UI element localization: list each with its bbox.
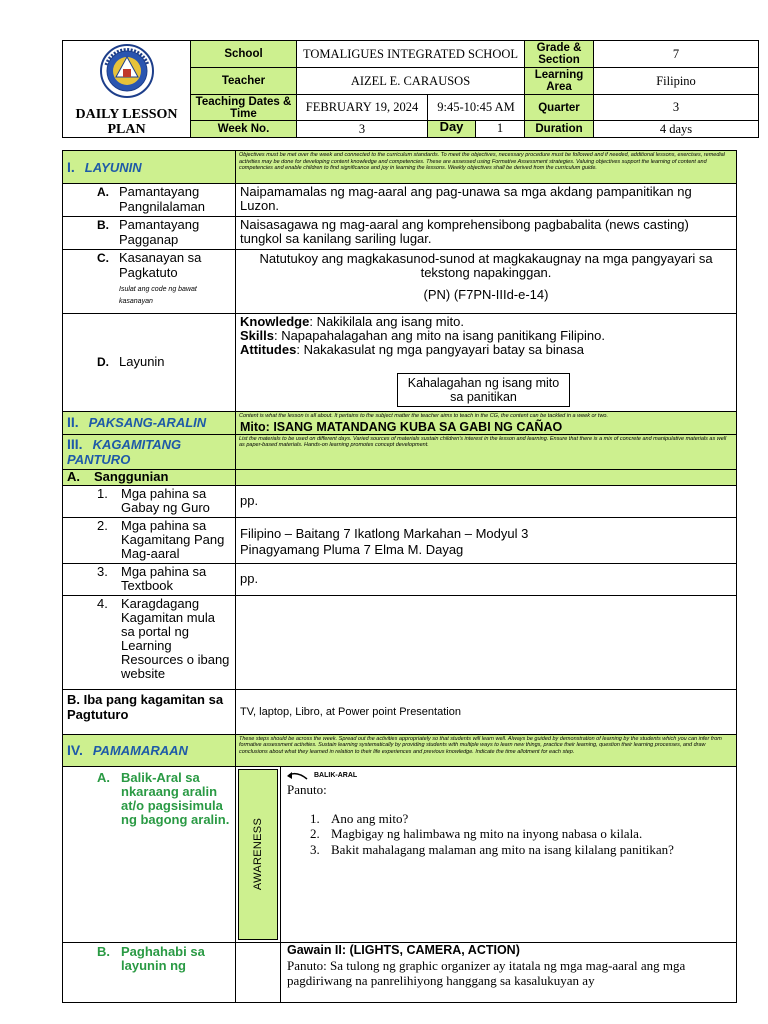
- pamamaraan-heading: IV. PAMAMARAAN: [63, 734, 236, 766]
- teacher-value: AIZEL E. CARAUSOS: [297, 68, 525, 95]
- textbook-value: pp.: [236, 563, 737, 595]
- paghahabi-label: B. Paghahabi sa layunin ng: [63, 942, 236, 1002]
- gawain-panuto: Panuto: Sa tulong ng graphic organizer ay itatala ng mga mag-aaral ang mga pagdiriwang na panrelihiyong hanggang sa kasalukuyan ay: [287, 957, 686, 988]
- question-item: 1. Ano ang mito?: [310, 810, 409, 826]
- pagganap-value: Naisasagawa ng mag-aaral ang komprehensibong pagbabalita (news casting) tungkol sa kanilang sariling lugar.: [236, 217, 737, 250]
- knowledge-line: Knowledge: Nakikilala ang isang mito.: [240, 314, 464, 329]
- skills-line: Skills: Napapahalagahan ang mito na isang panitikang Filipino.: [240, 328, 605, 343]
- pangnilalaman-label: A. Pamantayang Pangnilalaman: [63, 184, 236, 217]
- paksa-title: Mito: ISANG MATANDANG KUBA SA GABI NG CAÑAO: [240, 419, 563, 434]
- school-label: School: [191, 41, 297, 68]
- iba-value: TV, laptop, Libro, at Power point Presentation: [236, 689, 737, 734]
- quarter-label: Quarter: [525, 95, 594, 121]
- header-table: [62, 40, 759, 138]
- dates-label: Teaching Dates & Time: [191, 95, 297, 121]
- paksa-heading: II. PAKSANG-ARALIN: [63, 412, 236, 435]
- awareness-label: AWARENESS: [252, 817, 264, 891]
- logo-cell: [63, 41, 191, 138]
- question-item: 2. Magbigay ng halimbawa ng mito na inyong nabasa o kilala.: [310, 826, 643, 841]
- pangnilalaman-value: Naipamamalas ng mag-aaral ang pag-unawa sa mga akdang pampanitikan ng Luzon.: [236, 184, 737, 217]
- lesson-table: [62, 150, 737, 1003]
- karagdagang-label: 4. Karagdagang Kagamitan mula sa portal ng Learning Resources o ibang website: [63, 595, 236, 689]
- gabay-value: pp.: [236, 485, 737, 517]
- balik-aral-content: [281, 766, 737, 942]
- pagganap-label: B. Pamantayang Pagganap: [63, 217, 236, 250]
- attitudes-line: Attitudes: Nakakasulat ng mga pangyayari batay sa binasa: [240, 342, 584, 357]
- kagamitan-heading: III. KAGAMITANG PANTURO: [63, 434, 236, 469]
- sanggunian-fill: [236, 469, 737, 485]
- teacher-label: Teacher: [191, 68, 297, 95]
- kasanayan-text: Natutukoy ang magkakasunod-sunod at magkakaugnay na mga pangyayari sa tekstong napakinggan.: [259, 251, 713, 280]
- time-value: 9:45-10:45 AM: [428, 95, 525, 121]
- day-value: 1: [496, 121, 504, 136]
- school-value: TOMALIGUES INTEGRATED SCHOOL: [297, 41, 525, 68]
- duration-label: Duration: [525, 121, 594, 138]
- awareness-cell: [236, 766, 281, 942]
- gabay-label: 1. Mga pahina sa Gabay ng Guro: [63, 485, 236, 517]
- grade-value: 7: [594, 41, 759, 68]
- kagamitang-label: 2. Mga pahina sa Kagamitang Pang Mag-aaral: [63, 517, 236, 563]
- pamamaraan-note: These steps should be across the week. Spread out the activities appropriately so that students will learn well. Always be guided by demonstration of learning by the students which you can infer from formative assessment activities. Sustain learning systematically by providing students with multiple ways to learn new things, practice their learning, question their learning processes, and draw conclusions about what they learned in relation to their life experiences and previous knowledge. Indicate the time allotment for each step.: [236, 734, 737, 766]
- textbook-label: 3. Mga pahina sa Textbook: [63, 563, 236, 595]
- modyul-line: Filipino – Baitang 7 Ikatlong Markahan – Modyul 3: [240, 525, 529, 541]
- kasanayan-code: (PN) (F7PN-IIId-e-14): [423, 287, 549, 302]
- question-item: 3. Bakit mahalagang malaman ang mito na isang kilalang panitikan?: [310, 841, 674, 857]
- pluma-line: Pinagyamang Pluma 7 Elma M. Dayag: [240, 541, 464, 557]
- date-value: FEBRUARY 19, 2024: [297, 95, 428, 121]
- question-list: [287, 811, 730, 858]
- duration-value: 4 days: [594, 121, 759, 138]
- week-value: 3: [297, 121, 428, 138]
- gawain-content: [281, 942, 737, 1002]
- paksa-content: [236, 412, 737, 435]
- layunin-d-label: D. Layunin: [63, 314, 236, 412]
- deped-seal-logo: [98, 43, 156, 99]
- sanggunian-label: A. Sanggunian: [63, 469, 236, 485]
- layunin-note: Objectives must be met over the week and connected to the curriculum standards. To meet the objectives, necessary procedure must be followed and if needed, additional lessons, exercises, remedial activities may be done for developing content knowledge and competencies. These are assessed using Formative Assessment strategies. Valuing objectives support the learning of content and competencies and enable children to find significance and joy in learning the lessons. Weekly objectives shall be derived from the curriculum guide.: [236, 151, 737, 184]
- kasanayan-value: [236, 250, 737, 314]
- objectives-cell: [236, 314, 737, 412]
- plan-title: DAILY LESSON PLAN: [75, 107, 178, 137]
- iba-label: B. Iba pang kagamitan sa Pagtuturo: [63, 689, 236, 734]
- paksa-note: Content is what the lesson is all about. It pertains to the subject matter the teacher aims to teach in the CG, the content can be tackled in a week or two.: [239, 413, 609, 419]
- layunin-heading: I. LAYUNIN: [63, 151, 236, 184]
- day-label: Day: [428, 121, 476, 137]
- paghahabi-side: [236, 942, 281, 1002]
- curved-arrow-icon: [285, 770, 309, 782]
- layunin-row: [63, 151, 737, 184]
- mito-importance-box: Kahalagahan ng isang mito sa panitikan: [397, 373, 570, 407]
- gawain-title: Gawain II: (LIGHTS, CAMERA, ACTION): [287, 942, 520, 957]
- day-cell: [428, 121, 525, 138]
- kagamitang-value: [236, 517, 737, 563]
- week-label: Week No.: [191, 121, 297, 138]
- kagamitan-note: List the materials to be used on different days. Varied sources of materials sustain children's interest in the lesson and learning. Ensure that there is a mix of concrete and manipulative materials as well as paper-based materials. Hands-on learning promotes concept development.: [236, 434, 737, 469]
- quarter-value: 3: [594, 95, 759, 121]
- balik-aral-tag: BALIK-ARAL: [285, 769, 730, 783]
- area-label: Learning Area: [525, 68, 594, 95]
- balik-aral-label: A. Balik-Aral sa nkaraang aralin at/o pagsisimula ng bagong aralin.: [63, 766, 236, 942]
- karagdagang-value: [236, 595, 737, 689]
- panuto-label: Panuto:: [287, 781, 327, 797]
- grade-label: Grade & Section: [525, 41, 594, 68]
- area-value: Filipino: [594, 68, 759, 95]
- kasanayan-label: C. Kasanayan sa Pagkatuto Isulat ang code ng bawat kasanayan: [63, 250, 236, 314]
